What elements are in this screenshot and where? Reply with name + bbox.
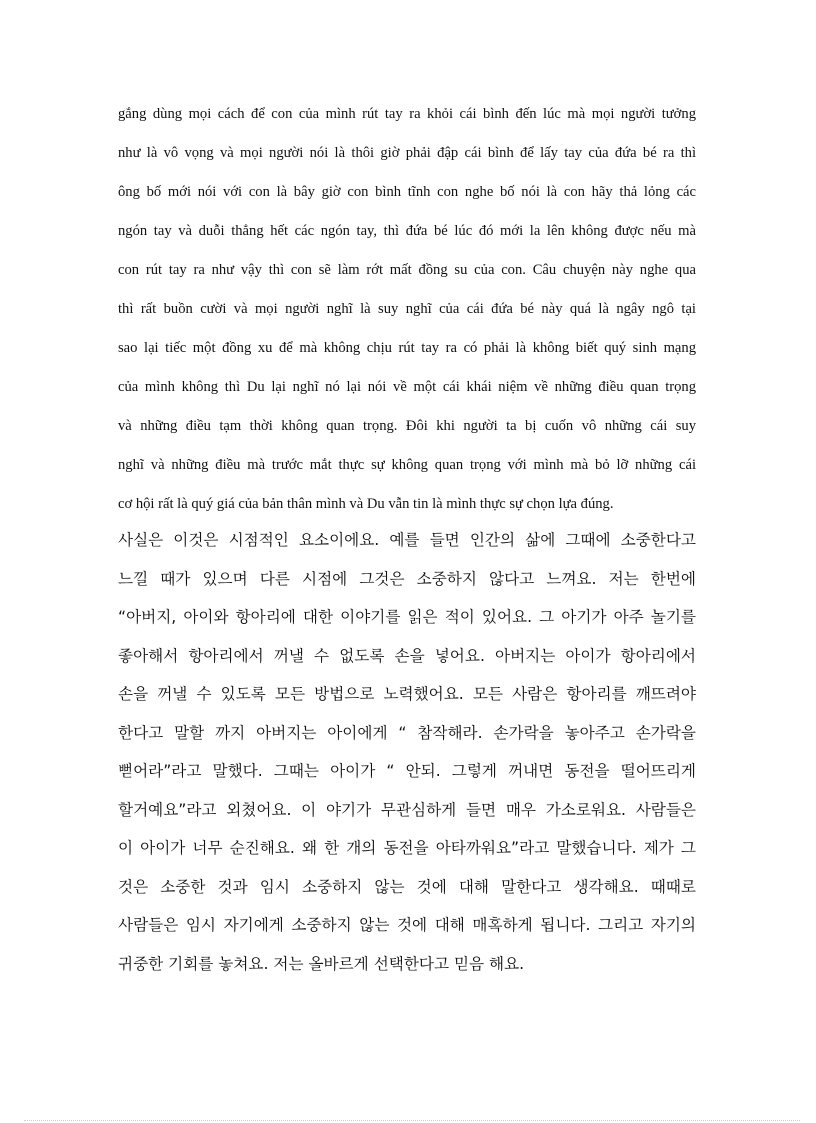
vietnamese-line: thì rất buồn cười và mọi người nghĩ là suy nghĩ của cái đứa bé này quá là ngây ngô tại [118,301,696,317]
korean-line: 좋아해서 항아리에서 꺼낼 수 없도록 손을 넣어요. 아버지는 아이가 항아리에서 [118,646,696,665]
vietnamese-line: nghĩ và những điều mà trước mắt thực sự không quan trọng với mình mà bỏ lỡ những cái [118,457,696,473]
korean-line: 이 아이가 너무 순진해요. 왜 한 개의 동전을 아타까워요”라고 말했습니다. 제가 그 [118,839,696,857]
vietnamese-line: cơ hội rất là quý giá của bản thân mình và Du vẫn tin là mình thực sự chọn lựa đúng. [118,496,614,512]
korean-paragraph [118,521,696,983]
vietnamese-line: như là vô vọng và mọi người nói là thôi giờ phải đập cái bình để lấy tay của đứa bé ra thì [118,145,696,161]
korean-line: 것은 소중한 것과 임시 소중하지 않는 것에 대해 말한다고 생각해요. 때때로 [118,877,696,896]
vietnamese-line: con rút tay ra như vậy thì con sẽ làm rớt mất đồng su của con. Câu chuyện này nghe qua [118,262,696,278]
vietnamese-line: gắng dùng mọi cách để con của mình rút tay ra khỏi cái bình đến lúc mà mọi người tưởng [118,106,696,122]
korean-line: 사람들은 임시 자기에게 소중하지 않는 것에 대해 매혹하게 됩니다. 그리고 자기의 [118,916,696,934]
vietnamese-line: và những điều tạm thời không quan trọng. Đôi khi người ta bị cuốn vô những cái suy [118,418,696,434]
korean-line: 뻗어라”라고 말했다. 그때는 아이가 “ 안되. 그렇게 꺼내면 동전을 떨어뜨리게 [118,762,696,780]
vietnamese-line: của mình không thì Du lại nghĩ nó lại nói về một cái khái niệm về những điều quan trọng [118,379,696,395]
vietnamese-line: sao lại tiếc một đồng xu để mà không chịu rút tay ra có phải là không biết quý sinh mạng [118,340,696,356]
korean-line: 사실은 이것은 시점적인 요소이에요. 예를 들면 인간의 삶에 그때에 소중한다고 [118,531,696,549]
korean-line: 느낄 때가 있으며 다른 시점에 그것은 소중하지 않다고 느껴요. 저는 한번에 [118,569,696,588]
korean-line: 한다고 말할 까지 아버지는 아이에게 “ 참작해라. 손가락을 놓아주고 손가락을 [118,723,696,742]
page-bottom-edge [24,1120,800,1121]
korean-line: 손을 꺼낼 수 있도록 모든 방법으로 노력했어요. 모든 사람은 항아리를 깨뜨려야 [118,685,696,703]
vietnamese-line: ngón tay và duỗi thẳng hết các ngón tay, thì đứa bé lúc đó mới la lên không được nếu mà [118,223,696,239]
korean-line: 귀중한 기회를 놓쳐요. 저는 올바르게 선택한다고 믿음 해요. [118,954,525,973]
korean-line: “아버지, 아이와 항아리에 대한 이야기를 읽은 적이 있어요. 그 아기가 아주 놀기를 [118,608,696,626]
korean-line: 할거예요”라고 외쳤어요. 이 야기가 무관심하게 들면 매우 가소로워요. 사람들은 [118,800,696,819]
vietnamese-line: ông bố mới nói với con là bây giờ con bình tĩnh con nghe bố nói là con hãy thả lỏng các [118,184,696,200]
vietnamese-paragraph [118,95,696,524]
